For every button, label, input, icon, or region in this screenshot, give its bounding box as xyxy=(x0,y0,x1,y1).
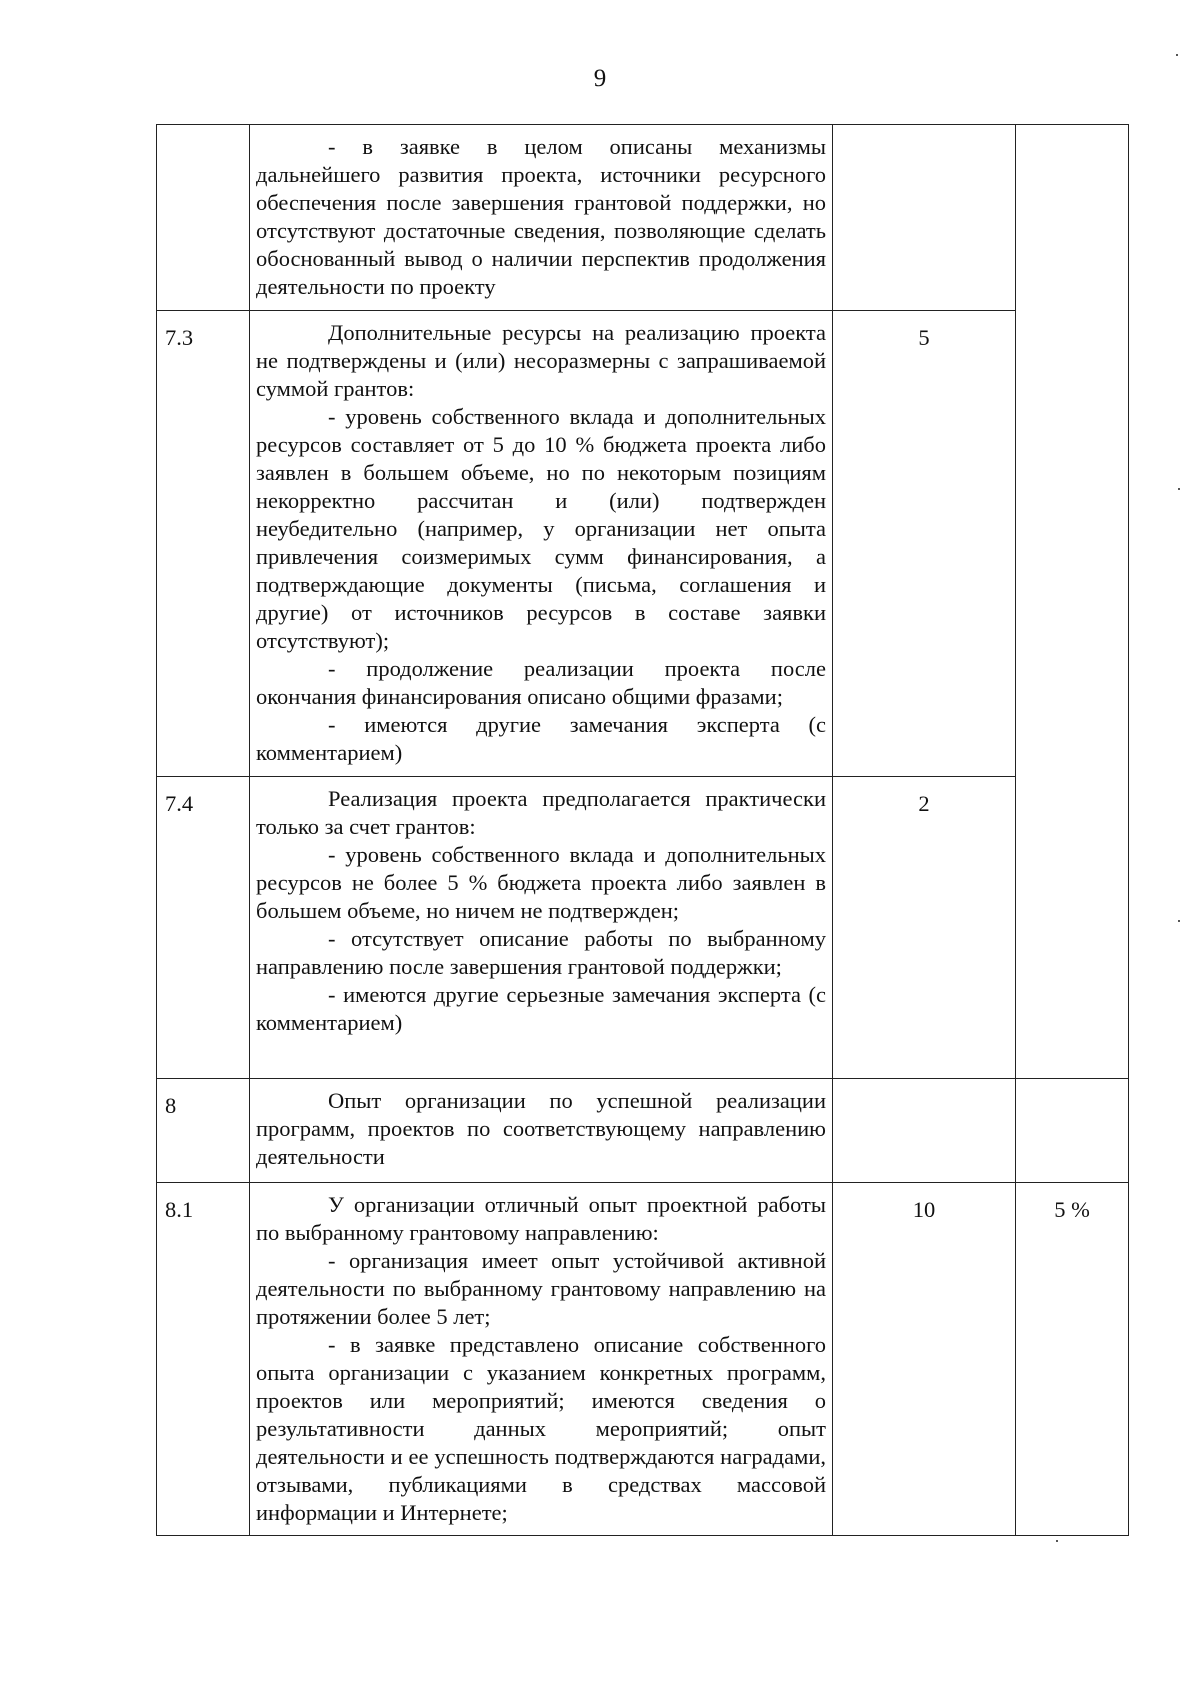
score-cell: 5 xyxy=(833,311,1016,777)
weight-cell: 5 % xyxy=(1016,1183,1129,1536)
row-number: 8.1 xyxy=(157,1183,250,1536)
criteria-table xyxy=(156,124,1129,1536)
description-paragraph: - продолжение реализации проекта после окончания финансирования описано общими фразами; xyxy=(256,656,826,709)
page-number: 9 xyxy=(593,65,607,92)
score-cell: 2 xyxy=(833,777,1016,1079)
table-row xyxy=(157,311,1129,777)
description-paragraph: - в заявке в целом описаны механизмы дальнейшего развития проекта, источники ресурсного обеспечения после завершения грантовой поддержки, но отсутствуют достаточные сведения, позволяющие сделать обоснованный вывод о наличии перспектив продолжения деятельности по проекту xyxy=(256,134,826,299)
criterion-description xyxy=(250,311,833,777)
criterion-description xyxy=(250,1183,833,1536)
description-paragraph: - в заявке представлено описание собственного опыта организации с указанием конкретных программ, проектов или мероприятий; имеются сведения о результативности данных мероприятий; опыт деятельности и ее успешность подтверждаются наградами, отзывами, публикациями в средствах массовой информации и Интернете; xyxy=(256,1332,826,1525)
score-cell xyxy=(833,125,1016,311)
row-number: 7.4 xyxy=(157,777,250,1079)
description-paragraph: - уровень собственного вклада и дополнительных ресурсов составляет от 5 до 10 % бюджета проекта либо заявлен в большем объеме, но по некоторым позициям некорректно рассчитан и (или) подтвержден неубедительно (например, у организации нет опыта привлечения соизмеримых сумм финансирования, а подтверждающие документы (письма, соглашения и другие) от источников ресурсов в составе заявки отсутствуют); xyxy=(256,404,826,653)
description-paragraph: - отсутствует описание работы по выбранному направлению после завершения грантовой поддержки; xyxy=(256,926,826,979)
description-paragraph: - имеются другие замечания эксперта (с комментарием) xyxy=(256,712,826,765)
description-paragraph: - имеются другие серьезные замечания эксперта (с комментарием) xyxy=(256,982,826,1035)
row-number: 7.3 xyxy=(157,311,250,777)
criterion-description xyxy=(250,125,833,311)
description-paragraph: - уровень собственного вклада и дополнительных ресурсов не более 5 % бюджета проекта либо заявлен в большем объеме, но ничем не подтвержден; xyxy=(256,842,826,923)
table-row xyxy=(157,1079,1129,1183)
score-cell: 10 xyxy=(833,1183,1016,1536)
table-row xyxy=(157,125,1129,311)
description-paragraph: У организации отличный опыт проектной работы по выбранному грантовому направлению: xyxy=(256,1192,826,1245)
scan-speck xyxy=(1178,920,1180,922)
table-row xyxy=(157,1183,1129,1536)
scan-speck xyxy=(1176,54,1178,56)
row-number: 8 xyxy=(157,1079,250,1183)
score-cell xyxy=(833,1079,1016,1183)
criterion-description xyxy=(250,1079,833,1183)
scan-speck xyxy=(1056,1540,1058,1542)
description-paragraph: Реализация проекта предполагается практически только за счет грантов: xyxy=(256,786,826,839)
criterion-description xyxy=(250,777,833,1079)
description-paragraph: Дополнительные ресурсы на реализацию проекта не подтверждены и (или) несоразмерны с запрашиваемой суммой грантов: xyxy=(256,320,826,401)
description-paragraph: Опыт организации по успешной реализации программ, проектов по соответствующему направлению деятельности xyxy=(256,1088,826,1169)
weight-cell xyxy=(1016,1079,1129,1183)
row-number xyxy=(157,125,250,311)
scan-speck xyxy=(1178,488,1180,490)
weight-cell xyxy=(1016,125,1129,1079)
table-row xyxy=(157,777,1129,1079)
description-paragraph: - организация имеет опыт устойчивой активной деятельности по выбранному грантовому направлению на протяжении более 5 лет; xyxy=(256,1248,826,1329)
